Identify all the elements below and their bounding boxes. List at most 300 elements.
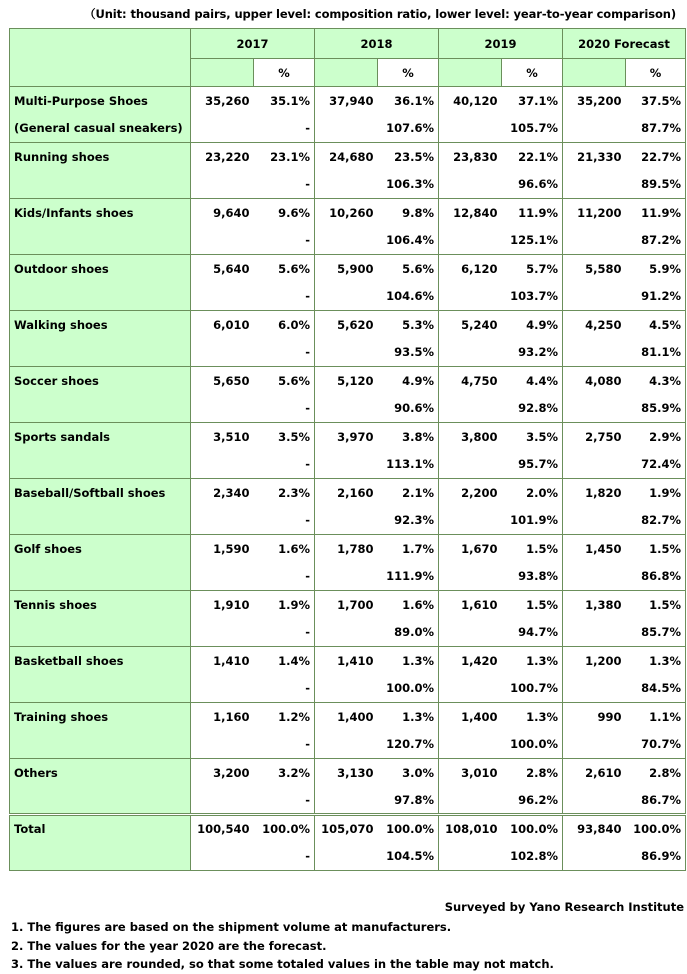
yoy-spacer-cell bbox=[315, 675, 378, 703]
ratio-cell: 9.8% bbox=[378, 199, 439, 227]
yoy-spacer-cell bbox=[191, 675, 254, 703]
value-cell: 24,680 bbox=[315, 143, 378, 171]
value-subheader-2 bbox=[439, 59, 502, 87]
ratio-cell: 1.2% bbox=[254, 703, 315, 731]
value-cell: 5,900 bbox=[315, 255, 378, 283]
pct-subheader-1: % bbox=[378, 59, 439, 87]
value-cell: 1,410 bbox=[315, 647, 378, 675]
yoy-cell: 106.4% bbox=[378, 227, 439, 255]
value-cell: 3,970 bbox=[315, 423, 378, 451]
value-cell: 108,010 bbox=[439, 815, 502, 843]
value-subheader-3 bbox=[563, 59, 626, 87]
yoy-spacer-cell bbox=[563, 675, 626, 703]
yoy-spacer-cell bbox=[563, 171, 626, 199]
pct-subheader-0: % bbox=[254, 59, 315, 87]
table-row bbox=[10, 591, 686, 619]
ratio-cell: 5.3% bbox=[378, 311, 439, 339]
yoy-cell: - bbox=[254, 451, 315, 479]
value-cell: 1,820 bbox=[563, 479, 626, 507]
value-cell: 3,200 bbox=[191, 759, 254, 787]
category-sublabel bbox=[10, 843, 191, 871]
ratio-cell: 1.9% bbox=[626, 479, 686, 507]
value-cell: 93,840 bbox=[563, 815, 626, 843]
yoy-spacer-cell bbox=[439, 395, 502, 423]
ratio-cell: 5.7% bbox=[502, 255, 563, 283]
table-row-yoy bbox=[10, 619, 686, 647]
table-row-yoy bbox=[10, 731, 686, 759]
yoy-spacer-cell bbox=[191, 451, 254, 479]
category-label: Sports sandals bbox=[10, 423, 191, 451]
ratio-cell: 1.5% bbox=[502, 535, 563, 563]
shipment-table bbox=[9, 28, 686, 871]
table-row-yoy bbox=[10, 451, 686, 479]
year-header-0: 2017 bbox=[191, 29, 315, 59]
category-label: Golf shoes bbox=[10, 535, 191, 563]
value-cell: 6,010 bbox=[191, 311, 254, 339]
value-cell: 6,120 bbox=[439, 255, 502, 283]
value-cell: 1,780 bbox=[315, 535, 378, 563]
value-cell: 12,840 bbox=[439, 199, 502, 227]
value-cell: 1,700 bbox=[315, 591, 378, 619]
value-cell: 35,260 bbox=[191, 87, 254, 115]
ratio-cell: 1.1% bbox=[626, 703, 686, 731]
yoy-cell: 82.7% bbox=[626, 507, 686, 535]
category-label: Outdoor shoes bbox=[10, 255, 191, 283]
table-row-yoy bbox=[10, 787, 686, 815]
value-cell: 4,080 bbox=[563, 367, 626, 395]
value-cell: 9,640 bbox=[191, 199, 254, 227]
table-row bbox=[10, 199, 686, 227]
value-subheader-1 bbox=[315, 59, 378, 87]
yoy-cell: - bbox=[254, 731, 315, 759]
ratio-cell: 4.5% bbox=[626, 311, 686, 339]
yoy-cell: 81.1% bbox=[626, 339, 686, 367]
yoy-cell: 97.8% bbox=[378, 787, 439, 815]
yoy-spacer-cell bbox=[315, 395, 378, 423]
yoy-cell: 100.7% bbox=[502, 675, 563, 703]
yoy-spacer-cell bbox=[315, 507, 378, 535]
yoy-cell: 105.7% bbox=[502, 115, 563, 143]
category-sublabel bbox=[10, 507, 191, 535]
yoy-spacer-cell bbox=[439, 675, 502, 703]
yoy-cell: 101.9% bbox=[502, 507, 563, 535]
value-cell: 1,450 bbox=[563, 535, 626, 563]
ratio-cell: 1.7% bbox=[378, 535, 439, 563]
table-row bbox=[10, 311, 686, 339]
category-label: Basketball shoes bbox=[10, 647, 191, 675]
yoy-cell: 100.0% bbox=[378, 675, 439, 703]
ratio-cell: 100.0% bbox=[502, 815, 563, 843]
pct-subheader-2: % bbox=[502, 59, 563, 87]
yoy-cell: 85.7% bbox=[626, 619, 686, 647]
yoy-spacer-cell bbox=[315, 339, 378, 367]
value-cell: 1,200 bbox=[563, 647, 626, 675]
table-row-yoy bbox=[10, 171, 686, 199]
value-cell: 1,380 bbox=[563, 591, 626, 619]
category-sublabel bbox=[10, 563, 191, 591]
yoy-spacer-cell bbox=[563, 339, 626, 367]
yoy-cell: 102.8% bbox=[502, 843, 563, 871]
ratio-cell: 1.3% bbox=[626, 647, 686, 675]
value-cell: 2,610 bbox=[563, 759, 626, 787]
yoy-cell: 86.7% bbox=[626, 787, 686, 815]
value-cell: 1,670 bbox=[439, 535, 502, 563]
yoy-cell: 95.7% bbox=[502, 451, 563, 479]
ratio-cell: 100.0% bbox=[254, 815, 315, 843]
header-row-years bbox=[10, 29, 686, 59]
yoy-cell: 84.5% bbox=[626, 675, 686, 703]
table-row bbox=[10, 423, 686, 451]
category-sublabel bbox=[10, 787, 191, 815]
ratio-cell: 1.5% bbox=[626, 591, 686, 619]
value-cell: 23,220 bbox=[191, 143, 254, 171]
table-row bbox=[10, 759, 686, 787]
yoy-cell: 92.3% bbox=[378, 507, 439, 535]
ratio-cell: 22.7% bbox=[626, 143, 686, 171]
category-label: Running shoes bbox=[10, 143, 191, 171]
yoy-spacer-cell bbox=[315, 619, 378, 647]
ratio-cell: 1.3% bbox=[378, 647, 439, 675]
yoy-spacer-cell bbox=[563, 395, 626, 423]
yoy-cell: - bbox=[254, 227, 315, 255]
ratio-cell: 11.9% bbox=[626, 199, 686, 227]
ratio-cell: 2.9% bbox=[626, 423, 686, 451]
yoy-spacer-cell bbox=[439, 283, 502, 311]
ratio-cell: 23.5% bbox=[378, 143, 439, 171]
value-cell: 3,800 bbox=[439, 423, 502, 451]
yoy-cell: 91.2% bbox=[626, 283, 686, 311]
value-cell: 1,410 bbox=[191, 647, 254, 675]
ratio-cell: 1.3% bbox=[378, 703, 439, 731]
ratio-cell: 3.0% bbox=[378, 759, 439, 787]
yoy-cell: - bbox=[254, 563, 315, 591]
value-cell: 1,610 bbox=[439, 591, 502, 619]
ratio-cell: 37.1% bbox=[502, 87, 563, 115]
ratio-cell: 11.9% bbox=[502, 199, 563, 227]
table-row bbox=[10, 535, 686, 563]
yoy-cell: 96.6% bbox=[502, 171, 563, 199]
value-cell: 3,510 bbox=[191, 423, 254, 451]
yoy-cell: - bbox=[254, 619, 315, 647]
value-cell: 37,940 bbox=[315, 87, 378, 115]
yoy-cell: 96.2% bbox=[502, 787, 563, 815]
category-sublabel bbox=[10, 731, 191, 759]
ratio-cell: 1.9% bbox=[254, 591, 315, 619]
yoy-cell: - bbox=[254, 283, 315, 311]
category-sublabel bbox=[10, 619, 191, 647]
value-cell: 35,200 bbox=[563, 87, 626, 115]
table-row-yoy bbox=[10, 227, 686, 255]
value-cell: 1,400 bbox=[439, 703, 502, 731]
yoy-cell: 107.6% bbox=[378, 115, 439, 143]
yoy-spacer-cell bbox=[563, 843, 626, 871]
yoy-cell: 89.5% bbox=[626, 171, 686, 199]
yoy-cell: - bbox=[254, 115, 315, 143]
footnote-2: 2. The values for the year 2020 are the forecast. bbox=[11, 938, 327, 953]
category-label: Tennis shoes bbox=[10, 591, 191, 619]
value-cell: 11,200 bbox=[563, 199, 626, 227]
value-cell: 5,120 bbox=[315, 367, 378, 395]
yoy-spacer-cell bbox=[315, 115, 378, 143]
ratio-cell: 3.8% bbox=[378, 423, 439, 451]
yoy-spacer-cell bbox=[315, 843, 378, 871]
footnotes bbox=[11, 918, 554, 974]
category-sublabel bbox=[10, 171, 191, 199]
yoy-spacer-cell bbox=[563, 115, 626, 143]
ratio-cell: 2.0% bbox=[502, 479, 563, 507]
category-sublabel bbox=[10, 395, 191, 423]
value-cell: 1,160 bbox=[191, 703, 254, 731]
year-header-1: 2018 bbox=[315, 29, 439, 59]
ratio-cell: 36.1% bbox=[378, 87, 439, 115]
value-cell: 1,590 bbox=[191, 535, 254, 563]
table-row bbox=[10, 647, 686, 675]
ratio-cell: 3.5% bbox=[502, 423, 563, 451]
yoy-cell: 92.8% bbox=[502, 395, 563, 423]
yoy-spacer-cell bbox=[315, 227, 378, 255]
yoy-cell: 103.7% bbox=[502, 283, 563, 311]
footnote-3: 3. The values are rounded, so that some totaled values in the table may not match. bbox=[11, 957, 554, 971]
yoy-cell: 86.9% bbox=[626, 843, 686, 871]
yoy-cell: - bbox=[254, 843, 315, 871]
value-subheader-0 bbox=[191, 59, 254, 87]
category-label: Total bbox=[10, 815, 191, 843]
ratio-cell: 5.6% bbox=[254, 367, 315, 395]
yoy-spacer-cell bbox=[439, 507, 502, 535]
category-sublabel bbox=[10, 451, 191, 479]
yoy-cell: - bbox=[254, 339, 315, 367]
yoy-cell: 89.0% bbox=[378, 619, 439, 647]
table-row bbox=[10, 143, 686, 171]
pct-subheader-3: % bbox=[626, 59, 686, 87]
yoy-spacer-cell bbox=[439, 451, 502, 479]
value-cell: 100,540 bbox=[191, 815, 254, 843]
value-cell: 5,240 bbox=[439, 311, 502, 339]
table-row-yoy bbox=[10, 283, 686, 311]
yoy-cell: 87.7% bbox=[626, 115, 686, 143]
value-cell: 2,160 bbox=[315, 479, 378, 507]
ratio-cell: 1.4% bbox=[254, 647, 315, 675]
yoy-spacer-cell bbox=[563, 563, 626, 591]
table-row-yoy bbox=[10, 563, 686, 591]
value-cell: 2,340 bbox=[191, 479, 254, 507]
yoy-spacer-cell bbox=[563, 283, 626, 311]
category-sublabel bbox=[10, 339, 191, 367]
yoy-spacer-cell bbox=[563, 619, 626, 647]
ratio-cell: 1.3% bbox=[502, 647, 563, 675]
table-row bbox=[10, 87, 686, 115]
category-sublabel bbox=[10, 675, 191, 703]
ratio-cell: 6.0% bbox=[254, 311, 315, 339]
value-cell: 3,010 bbox=[439, 759, 502, 787]
yoy-spacer-cell bbox=[439, 563, 502, 591]
ratio-cell: 1.6% bbox=[378, 591, 439, 619]
source-credit: Surveyed by Yano Research Institute bbox=[444, 900, 684, 914]
ratio-cell: 4.4% bbox=[502, 367, 563, 395]
yoy-spacer-cell bbox=[439, 787, 502, 815]
value-cell: 5,580 bbox=[563, 255, 626, 283]
yoy-spacer-cell bbox=[191, 171, 254, 199]
ratio-cell: 2.1% bbox=[378, 479, 439, 507]
yoy-cell: 113.1% bbox=[378, 451, 439, 479]
ratio-cell: 4.3% bbox=[626, 367, 686, 395]
ratio-cell: 22.1% bbox=[502, 143, 563, 171]
category-label: Training shoes bbox=[10, 703, 191, 731]
yoy-spacer-cell bbox=[191, 563, 254, 591]
ratio-cell: 2.8% bbox=[626, 759, 686, 787]
table-row-yoy bbox=[10, 339, 686, 367]
value-cell: 5,650 bbox=[191, 367, 254, 395]
ratio-cell: 1.3% bbox=[502, 703, 563, 731]
year-header-3: 2020 Forecast bbox=[563, 29, 686, 59]
yoy-spacer-cell bbox=[563, 731, 626, 759]
table-row-yoy bbox=[10, 115, 686, 143]
value-cell: 3,130 bbox=[315, 759, 378, 787]
ratio-cell: 4.9% bbox=[502, 311, 563, 339]
yoy-spacer-cell bbox=[191, 227, 254, 255]
ratio-cell: 5.6% bbox=[254, 255, 315, 283]
unit-note: （Unit: thousand pairs, upper level: composition ratio, lower level: year-to-year comparison) bbox=[84, 7, 676, 21]
yoy-spacer-cell bbox=[191, 339, 254, 367]
value-cell: 2,200 bbox=[439, 479, 502, 507]
value-cell: 1,400 bbox=[315, 703, 378, 731]
value-cell: 990 bbox=[563, 703, 626, 731]
yoy-spacer-cell bbox=[563, 787, 626, 815]
ratio-cell: 23.1% bbox=[254, 143, 315, 171]
header-corner bbox=[10, 29, 191, 87]
yoy-spacer-cell bbox=[191, 283, 254, 311]
yoy-cell: 93.5% bbox=[378, 339, 439, 367]
yoy-spacer-cell bbox=[439, 115, 502, 143]
value-cell: 1,420 bbox=[439, 647, 502, 675]
yoy-cell: - bbox=[254, 675, 315, 703]
yoy-spacer-cell bbox=[315, 731, 378, 759]
yoy-spacer-cell bbox=[315, 283, 378, 311]
ratio-cell: 4.9% bbox=[378, 367, 439, 395]
table-row-yoy bbox=[10, 395, 686, 423]
table-row bbox=[10, 479, 686, 507]
value-cell: 10,260 bbox=[315, 199, 378, 227]
yoy-spacer-cell bbox=[439, 171, 502, 199]
yoy-spacer-cell bbox=[315, 171, 378, 199]
yoy-cell: - bbox=[254, 395, 315, 423]
year-header-2: 2019 bbox=[439, 29, 563, 59]
total-row-yoy bbox=[10, 843, 686, 871]
value-cell: 2,750 bbox=[563, 423, 626, 451]
yoy-cell: 125.1% bbox=[502, 227, 563, 255]
category-label: Walking shoes bbox=[10, 311, 191, 339]
value-cell: 4,250 bbox=[563, 311, 626, 339]
category-label: Soccer shoes bbox=[10, 367, 191, 395]
yoy-cell: 93.2% bbox=[502, 339, 563, 367]
yoy-spacer-cell bbox=[191, 843, 254, 871]
ratio-cell: 5.9% bbox=[626, 255, 686, 283]
category-label: Others bbox=[10, 759, 191, 787]
yoy-cell: 90.6% bbox=[378, 395, 439, 423]
yoy-cell: 86.8% bbox=[626, 563, 686, 591]
value-cell: 21,330 bbox=[563, 143, 626, 171]
table-row-yoy bbox=[10, 507, 686, 535]
yoy-spacer-cell bbox=[439, 731, 502, 759]
value-cell: 4,750 bbox=[439, 367, 502, 395]
value-cell: 23,830 bbox=[439, 143, 502, 171]
value-cell: 5,640 bbox=[191, 255, 254, 283]
category-sublabel: (General casual sneakers) bbox=[10, 115, 191, 143]
yoy-spacer-cell bbox=[439, 843, 502, 871]
table-row bbox=[10, 703, 686, 731]
yoy-cell: - bbox=[254, 787, 315, 815]
yoy-spacer-cell bbox=[191, 507, 254, 535]
ratio-cell: 1.5% bbox=[502, 591, 563, 619]
table-row-yoy bbox=[10, 675, 686, 703]
yoy-cell: 70.7% bbox=[626, 731, 686, 759]
yoy-spacer-cell bbox=[315, 787, 378, 815]
yoy-cell: - bbox=[254, 507, 315, 535]
total-row bbox=[10, 815, 686, 843]
value-cell: 5,620 bbox=[315, 311, 378, 339]
value-cell: 105,070 bbox=[315, 815, 378, 843]
yoy-cell: 87.2% bbox=[626, 227, 686, 255]
ratio-cell: 1.5% bbox=[626, 535, 686, 563]
yoy-spacer-cell bbox=[563, 227, 626, 255]
yoy-cell: 104.6% bbox=[378, 283, 439, 311]
yoy-spacer-cell bbox=[315, 451, 378, 479]
category-label: Baseball/Softball shoes bbox=[10, 479, 191, 507]
yoy-spacer-cell bbox=[315, 563, 378, 591]
yoy-cell: - bbox=[254, 171, 315, 199]
yoy-cell: 100.0% bbox=[502, 731, 563, 759]
ratio-cell: 9.6% bbox=[254, 199, 315, 227]
yoy-spacer-cell bbox=[191, 115, 254, 143]
yoy-cell: 111.9% bbox=[378, 563, 439, 591]
category-sublabel bbox=[10, 283, 191, 311]
yoy-cell: 93.8% bbox=[502, 563, 563, 591]
yoy-spacer-cell bbox=[439, 227, 502, 255]
ratio-cell: 35.1% bbox=[254, 87, 315, 115]
yoy-spacer-cell bbox=[439, 339, 502, 367]
ratio-cell: 100.0% bbox=[378, 815, 439, 843]
yoy-spacer-cell bbox=[191, 787, 254, 815]
category-label: Kids/Infants shoes bbox=[10, 199, 191, 227]
ratio-cell: 5.6% bbox=[378, 255, 439, 283]
yoy-spacer-cell bbox=[191, 731, 254, 759]
ratio-cell: 100.0% bbox=[626, 815, 686, 843]
category-sublabel bbox=[10, 227, 191, 255]
yoy-spacer-cell bbox=[191, 619, 254, 647]
category-label: Multi-Purpose Shoes bbox=[10, 87, 191, 115]
value-cell: 1,910 bbox=[191, 591, 254, 619]
ratio-cell: 1.6% bbox=[254, 535, 315, 563]
ratio-cell: 3.2% bbox=[254, 759, 315, 787]
yoy-spacer-cell bbox=[563, 451, 626, 479]
yoy-spacer-cell bbox=[563, 507, 626, 535]
yoy-cell: 120.7% bbox=[378, 731, 439, 759]
yoy-cell: 94.7% bbox=[502, 619, 563, 647]
yoy-spacer-cell bbox=[191, 395, 254, 423]
yoy-spacer-cell bbox=[439, 619, 502, 647]
yoy-cell: 104.5% bbox=[378, 843, 439, 871]
ratio-cell: 2.3% bbox=[254, 479, 315, 507]
ratio-cell: 2.8% bbox=[502, 759, 563, 787]
value-cell: 40,120 bbox=[439, 87, 502, 115]
yoy-cell: 72.4% bbox=[626, 451, 686, 479]
ratio-cell: 3.5% bbox=[254, 423, 315, 451]
table-row bbox=[10, 255, 686, 283]
ratio-cell: 37.5% bbox=[626, 87, 686, 115]
yoy-cell: 106.3% bbox=[378, 171, 439, 199]
yoy-cell: 85.9% bbox=[626, 395, 686, 423]
table-row bbox=[10, 367, 686, 395]
